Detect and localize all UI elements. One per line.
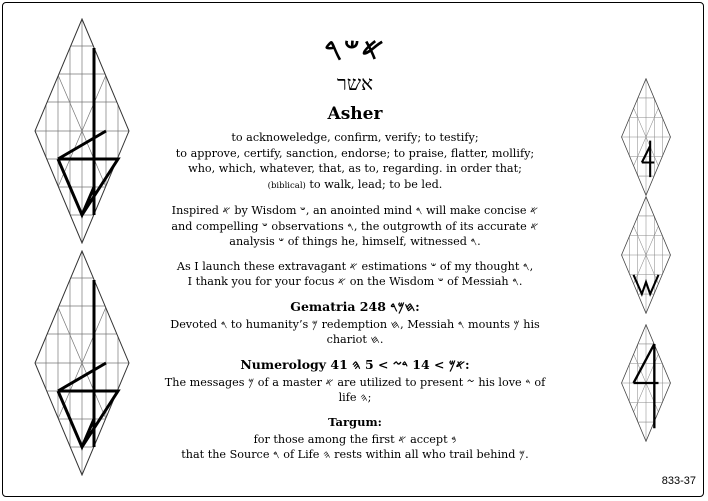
inspired-line: Inspired 𐤀 by Wisdom 𐤔, an anointed mind 𐤓 will make concise 𐤀: [171, 204, 539, 217]
targum-block: [160, 432, 550, 463]
right-top-diamond: [621, 78, 671, 196]
inspired-line: and compelling 𐤔 observations 𐤓, the outgrowth of its accurate 𐤀: [171, 219, 539, 233]
gematria-text: Devoted 𐤓 to humanity’s 𐤌 redemption 𐤇, Messiah 𐤓 mounts 𐤌 his chariot 𐤇.: [170, 317, 540, 346]
inspired-block: [160, 203, 550, 250]
right-middle-diamond: [621, 196, 671, 314]
numerology-title: Numerology 41 𐤀𐤌 > 14 𐤃𐤆 > 5 𐤄:: [240, 356, 470, 372]
definition-line: to acknoweledge, confirm, verify; to testify;: [231, 131, 479, 144]
biblical-note: (biblical): [267, 180, 306, 191]
main-content: [160, 34, 550, 463]
left-bottom-diamond: [34, 250, 130, 476]
launch-block: [160, 259, 550, 290]
word-name: Asher: [327, 104, 383, 124]
numerology-text: The messages 𐤌 of a master 𐤀 are utilized to present 𐤆 his love 𐤃 of life 𐤄;: [164, 375, 546, 404]
targum-line: that the Source 𐤓 of Life 𐤄 rests within all who trail behind 𐤌.: [181, 448, 529, 461]
card-code: 833-37: [661, 475, 696, 487]
launch-line: As I launch these extravagant 𐤀 estimations 𐤔 of my thought 𐤓,: [176, 259, 534, 273]
definition-block: [160, 130, 550, 194]
definition-line: to approve, certify, sanction, endorse; to praise, flatter, mollify;: [175, 146, 535, 160]
paleo-hebrew-title: 𐤀𐤔𐤓: [324, 32, 386, 67]
gematria-title: Gematria 248 𐤇𐤌𐤓:: [290, 298, 420, 314]
definition-line: who, which, whatever, that, as to, regarding. in order that;: [188, 162, 522, 175]
right-bottom-diamond: [621, 324, 671, 442]
launch-line: I thank you for your focus 𐤀 on the Wisdom 𐤔 of Messiah 𐤓.: [187, 275, 523, 288]
definition-line: [160, 177, 550, 195]
inspired-line: analysis 𐤔 of things he, himself, witnessed 𐤓.: [229, 235, 481, 248]
hebrew-word: אשר: [337, 71, 373, 95]
targum-line: for those among the first 𐤀 accept 𐤁: [253, 432, 457, 446]
left-top-diamond: [34, 18, 130, 244]
definition-text: to walk, lead; to be led.: [305, 177, 443, 191]
targum-title: Targum:: [328, 414, 382, 429]
